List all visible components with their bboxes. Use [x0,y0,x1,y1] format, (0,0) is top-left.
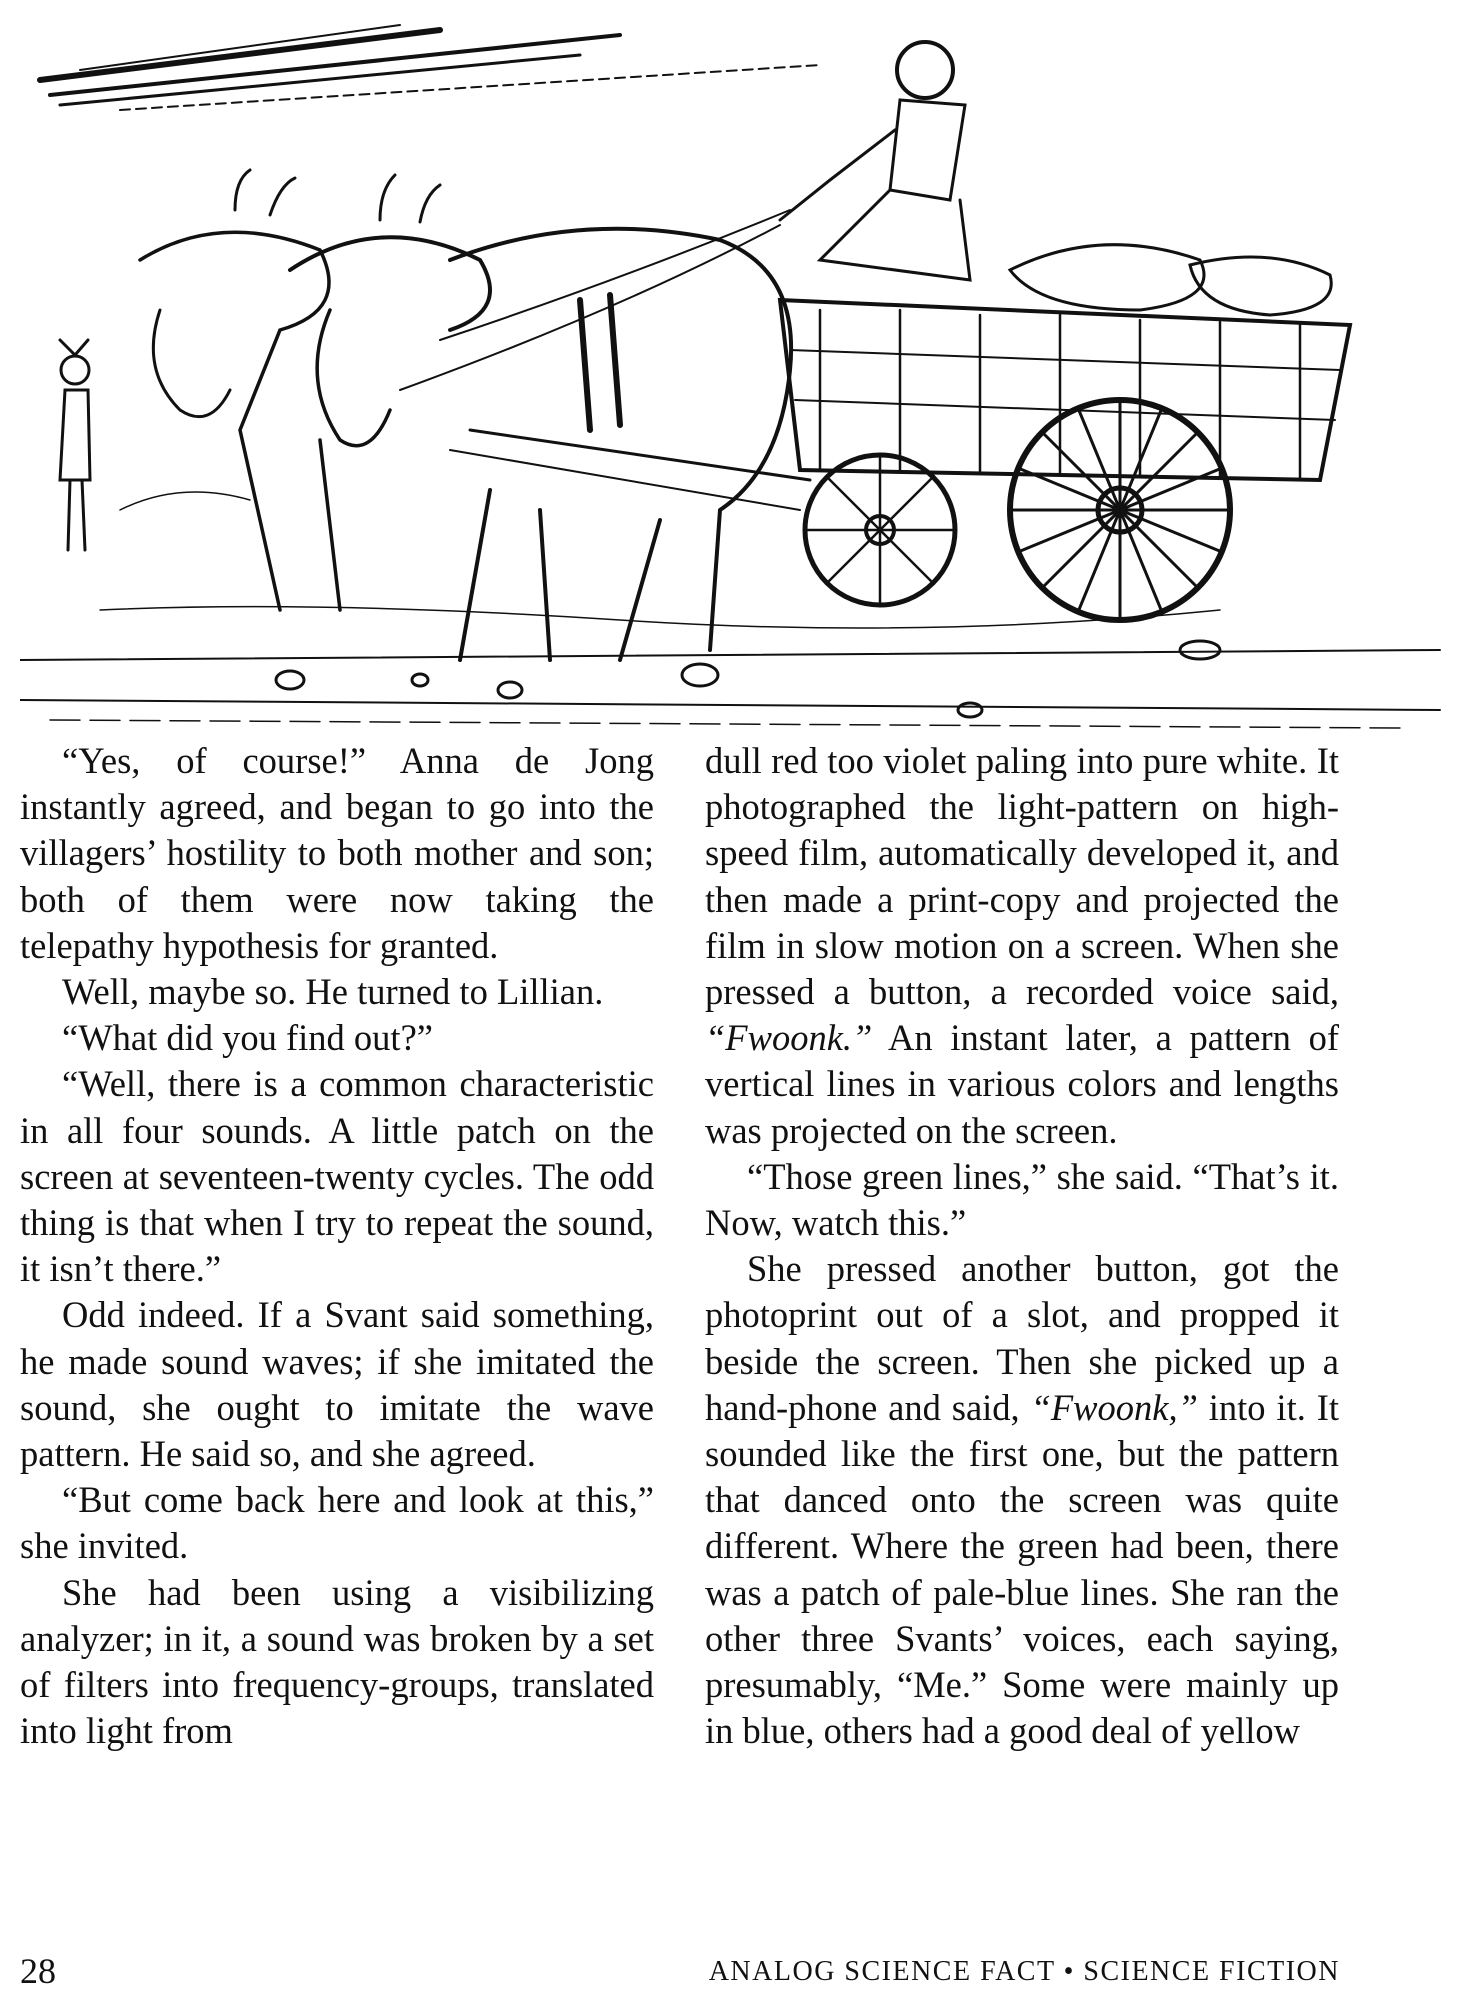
text-run: She pressed another button, got the photoprint out of a slot, and propped it beside the screen. Then she picked up a hand-phone and said, [705,1248,1339,1428]
paragraph: Well, maybe so. He turned to Lillian. [62,971,604,1013]
paragraph: “Those green lines,” she said. “That’s it. Now, watch this.” [705,1155,1339,1244]
page-number: 28 [20,1951,56,1991]
paragraph: Odd indeed. If a Svant said something, he made sound waves; if she imitated the sound, she ought to imitate the wave pattern. He said so, and she agreed. [20,1294,654,1475]
paragraph: “But come back here and look at this,” she invited. [20,1479,654,1567]
text-column-right [705,738,1339,1754]
paragraph [705,1246,1339,1754]
text-column-left [20,738,654,1754]
text-run: An instant later, a pattern of vertical lines in various colors and lengths was projected on the screen. [705,1017,1339,1151]
sound-word: “Fwoonk,” [1030,1386,1198,1428]
sound-word: “Fwoonk.” [705,1017,873,1059]
text-run: dull red too violet paling into pure white. It photographed the light-pattern on high-speed film, automatically developed it, and then made a print-copy and projected the film in slow motion on a screen. When she pressed a button, a recorded voice said, [705,740,1339,1013]
paragraph: “Yes, of course!” Anna de Jong instantly agreed, and began to go into the villagers’ hostility to both mother and son; both of them were now taking the telepathy hypothesis for granted. [20,740,654,966]
cart-drawn-by-alien-beasts-illustration [20,10,1450,730]
text-run: into it. It sounded like the first one, but the pattern that danced onto the screen was quite different. Where the green had been, there was a patch of pale-blue lines. She ran the other three Svants’ voices, each saying, presumably, “Me.” Some were mainly up in blue, others had a good deal of yellow [705,1386,1339,1752]
paragraph-continued [705,738,1339,1154]
page-footer [20,1950,1340,2000]
running-title: ANALOG SCIENCE FACT • SCIENCE FICTION [708,1956,1340,1987]
paragraph: “What did you find out?” [62,1017,433,1059]
paragraph: She had been using a visibilizing analyzer; in it, a sound was broken by a set of filters into frequency-groups, translated into light from [20,1571,654,1752]
paragraph: “Well, there is a common characteristic in all four sounds. A little patch on the screen at seventeen-twenty cycles. The odd thing is that when I try to repeat the sound, it isn’t there.” [20,1063,654,1290]
